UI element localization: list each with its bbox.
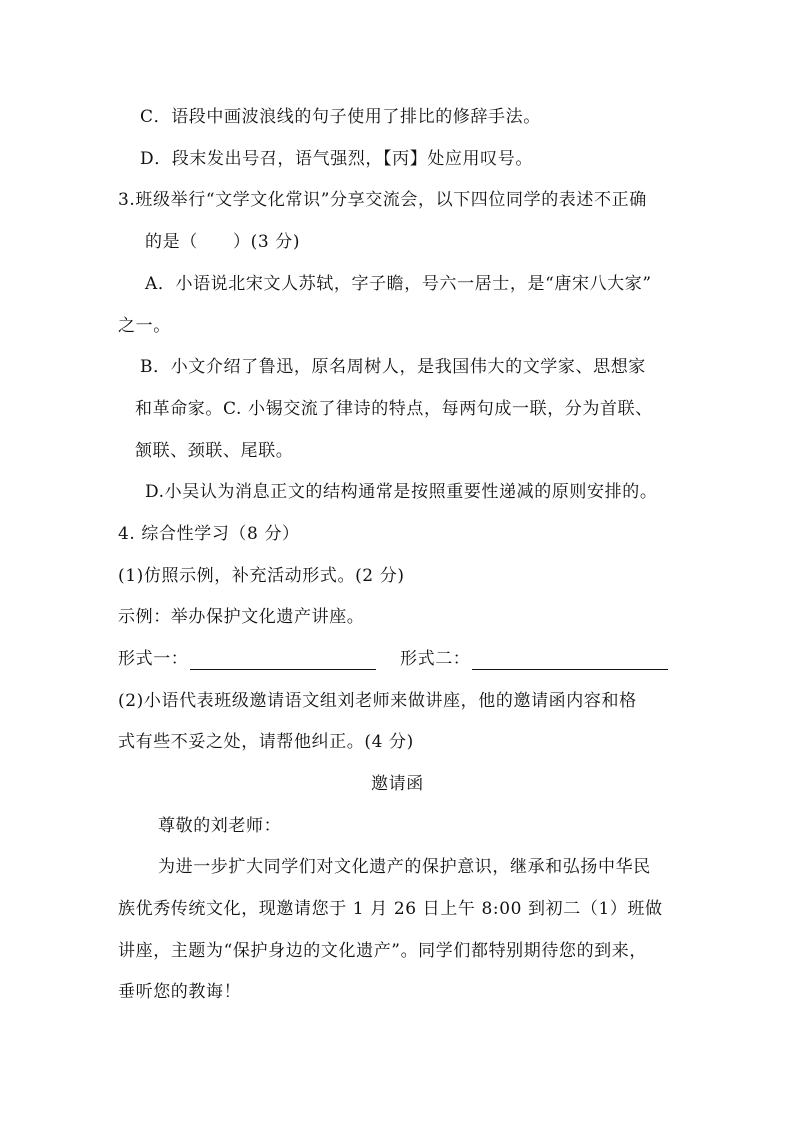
question-4-part-1: (1)仿照示例，补充活动形式。(2 分) [118,566,405,586]
question-3-option-c-cont: 颔联、颈联、尾联。 [135,441,294,461]
letter-greeting: 尊敬的刘老师： [158,816,282,836]
option-d-text: D．段末发出号召，语气强烈，【丙】处应用叹号。 [140,149,533,169]
form-two-row [400,648,668,670]
question-3-option-b: B．小文介绍了鲁迅，原名周树人，是我国伟大的文学家、思想家 [140,357,646,377]
form-two-label: 形式二： [400,649,471,669]
form-one-blank[interactable] [190,651,376,670]
question-4-example: 示例：举办保护文化遗产讲座。 [118,607,365,627]
question-4-title: 4. 综合性学习（8 分） [118,524,300,544]
letter-body-line-3: 讲座，主题为“保护身边的文化遗产”。同学们都特别期待您的到来， [118,941,647,961]
letter-title: 邀请函 [371,774,424,794]
question-3-option-b-cont: 和革命家。C. 小锡交流了律诗的特点，每两句成一联，分为首联、 [135,399,653,419]
question-4-part-2-cont: 式有些不妥之处，请帮他纠正。(4 分) [118,732,414,752]
letter-body-line-2: 族优秀传统文化，现邀请您于 1 月 26 日上午 8:00 到初二（1）班做 [118,899,663,919]
question-3-stem-cont: 的是（ ）(3 分) [145,232,301,252]
question-4-part-2: (2)小语代表班级邀请语文组刘老师来做讲座，他的邀请函内容和格 [118,691,637,711]
form-one-row [118,648,376,670]
letter-body-line-1: 为进一步扩大同学们对文化遗产的保护意识，继承和弘扬中华民 [158,857,651,877]
question-3-stem: 3.班级举行“文学文化常识”分享交流会，以下四位同学的表述不正确 [118,190,647,210]
option-c-text: C．语段中画波浪线的句子使用了排比的修辞手法。 [140,107,541,127]
question-3-option-a-cont: 之一。 [118,316,171,336]
letter-body-line-4: 垂听您的教诲！ [118,982,242,1002]
question-3-option-d: D.小吴认为消息正文的结构通常是按照重要性递减的原则安排的。 [145,482,658,502]
question-3-option-a: A．小语说北宋文人苏轼，字子瞻，号六一居士，是“唐宋八大家” [145,274,652,294]
form-one-label: 形式一： [118,649,189,669]
form-two-blank[interactable] [472,651,668,670]
